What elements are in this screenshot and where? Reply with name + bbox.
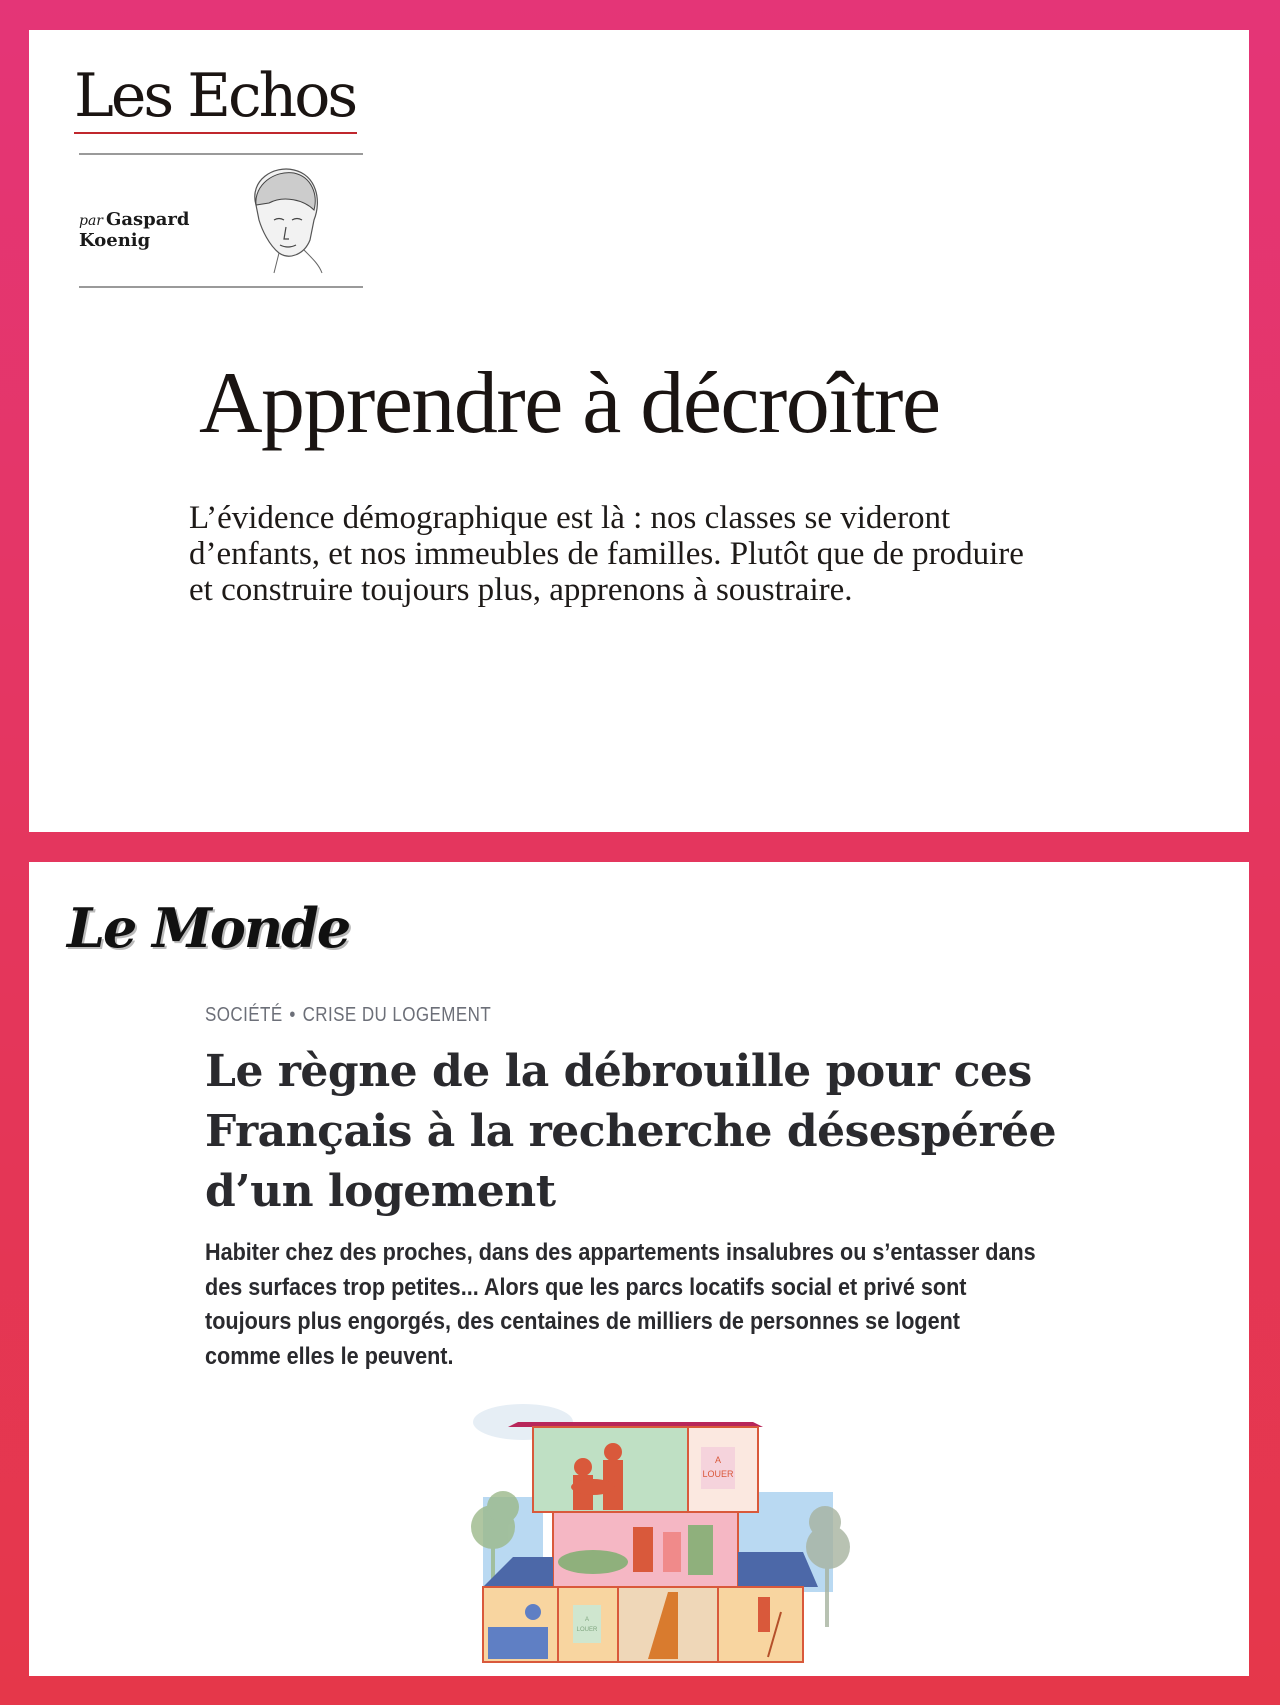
- headline-line: Français à la recherche désespérée: [205, 1106, 1057, 1157]
- le-monde-logo: Le Monde: [67, 896, 350, 960]
- standfirst-line: et construire toujours plus, apprenons à soustraire.: [189, 572, 853, 608]
- separator: •: [289, 1004, 296, 1026]
- standfirst-line: L’évidence démographique est là : nos classes se videront: [189, 500, 951, 536]
- divider: [79, 286, 363, 288]
- standfirst-line: Habiter chez des proches, dans des appartements insalubres ou s’entasser dans: [205, 1239, 1036, 1266]
- logo-underline: [74, 132, 357, 134]
- for-rent-sign-text: LOUER: [702, 1469, 734, 1479]
- subsection-link[interactable]: CRISE DU LOGEMENT: [302, 1004, 492, 1026]
- standfirst-line: comme elles le peuvent.: [205, 1342, 454, 1370]
- headline-line: Le règne de la débrouille pour ces: [205, 1046, 1032, 1097]
- section-link[interactable]: SOCIÉTÉ: [205, 1004, 283, 1026]
- article-standfirst: [189, 500, 1024, 608]
- article-headline[interactable]: Apprendre à décroître: [199, 355, 940, 452]
- author-byline: [79, 210, 190, 251]
- headline-line: d’un logement: [205, 1166, 556, 1217]
- standfirst-line: des surfaces trop petites... Alors que les parcs locatifs social et privé sont: [205, 1273, 967, 1301]
- article-headline[interactable]: [205, 1042, 1056, 1222]
- standfirst-line: d’enfants, et nos immeubles de familles. Plutôt que de produire: [189, 536, 1024, 572]
- author-portrait-sketch: [244, 165, 324, 275]
- article-standfirst: [205, 1236, 1036, 1374]
- divider: [79, 153, 363, 155]
- standfirst-line: toujours plus engorgés, des centaines de milliers de personnes se logent: [205, 1308, 961, 1335]
- les-echos-article-card: [29, 30, 1249, 832]
- author-first-name: Gaspard: [106, 209, 190, 230]
- for-rent-sign-text: A: [714, 1455, 722, 1465]
- le-monde-article-card: [29, 862, 1249, 1676]
- byline-prefix: par: [79, 213, 104, 229]
- les-echos-logo: Les Echos: [74, 61, 356, 131]
- housing-illustration: [463, 1397, 863, 1677]
- article-category: [205, 1004, 491, 1027]
- for-rent-sign-text: A: [584, 1617, 590, 1623]
- for-rent-sign-text: LOUER: [576, 1627, 598, 1633]
- author-last-name: Koenig: [79, 230, 151, 251]
